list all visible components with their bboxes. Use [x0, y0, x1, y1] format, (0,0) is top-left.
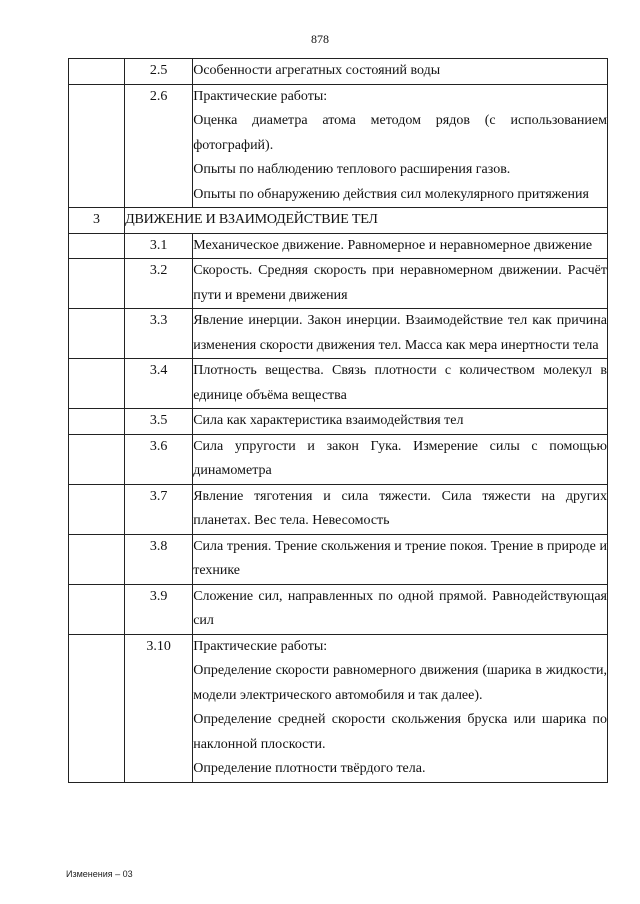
topic-text — [193, 584, 608, 634]
topic-text — [193, 233, 608, 259]
topic-text — [193, 84, 608, 208]
topic-text — [193, 409, 608, 435]
topic-paragraph: Практические работы: — [193, 88, 328, 104]
table-row — [69, 534, 608, 584]
topic-paragraph: Сила как характеристика взаимодействия тел — [193, 413, 464, 428]
topic-paragraph: Опыты по наблюдению теплового расширения газов. — [193, 162, 511, 177]
table-row — [69, 484, 608, 534]
table-row — [69, 409, 608, 435]
topic-number: 3.5 — [125, 409, 193, 435]
section-cell — [69, 484, 125, 534]
topic-paragraph: Сложение сил, направленных по одной прямой. Равнодействующая сил — [193, 588, 607, 628]
topic-paragraph: Явление тяготения и сила тяжести. Сила тяжести на других планетах. Вес тела. Невесомость — [193, 488, 607, 528]
topic-text — [193, 534, 608, 584]
table-row — [69, 84, 608, 208]
section-cell — [69, 584, 125, 634]
section-cell — [69, 534, 125, 584]
topic-number: 3.4 — [125, 359, 193, 409]
topic-number: 3.7 — [125, 484, 193, 534]
table-row — [69, 233, 608, 259]
topic-number: 3.6 — [125, 434, 193, 484]
topic-paragraph: Определение плотности твёрдого тела. — [193, 761, 426, 776]
table-row — [69, 259, 608, 309]
topic-paragraph: Определение средней скорости скольжения бруска или шарика по наклонной плоскости. — [193, 712, 607, 752]
topic-paragraph: Сила упругости и закон Гука. Измерение силы с помощью динамометра — [193, 438, 607, 478]
section-cell — [69, 233, 125, 259]
topic-paragraph: Определение скорости равномерного движения (шарика в жидкости, модели электрического автомобиля и так далее). — [193, 663, 607, 703]
table-row — [69, 59, 608, 85]
section-cell — [69, 259, 125, 309]
topic-text — [193, 259, 608, 309]
topic-paragraph: Механическое движение. Равномерное и неравномерное движение — [193, 237, 593, 253]
topic-paragraph: Явление инерции. Закон инерции. Взаимодействие тел как причина изменения скорости движения тел. Масса как мера инертности тела — [193, 313, 607, 353]
table-row — [69, 309, 608, 359]
topic-text — [193, 359, 608, 409]
topic-number: 3.2 — [125, 259, 193, 309]
topic-text — [193, 309, 608, 359]
section-cell — [69, 59, 125, 85]
topic-number: 3.3 — [125, 309, 193, 359]
topic-paragraph: Опыты по обнаружению действия сил молекулярного притяжения — [193, 186, 589, 202]
table-row — [69, 359, 608, 409]
topic-paragraph: Плотность вещества. Связь плотности с количеством молекул в единице объёма вещества — [193, 363, 607, 403]
topic-number: 3.8 — [125, 534, 193, 584]
topic-text — [193, 634, 608, 782]
section-cell — [69, 84, 125, 208]
topic-paragraph: Практические работы: — [193, 638, 328, 654]
section-cell — [69, 634, 125, 782]
curriculum-table — [68, 58, 608, 783]
topic-number: 2.5 — [125, 59, 193, 85]
topic-text — [193, 484, 608, 534]
topic-paragraph: Особенности агрегатных состояний воды — [193, 63, 441, 78]
page-number: 878 — [311, 32, 329, 46]
section-cell — [69, 409, 125, 435]
section-row — [69, 208, 608, 234]
topic-number: 3.9 — [125, 584, 193, 634]
section-title: ДВИЖЕНИЕ И ВЗАИМОДЕЙСТВИЕ ТЕЛ — [125, 208, 608, 234]
topic-paragraph: Скорость. Средняя скорость при неравномерном движении. Расчёт пути и времени движения — [193, 263, 607, 303]
topic-text — [193, 434, 608, 484]
topic-paragraph: Оценка диаметра атома методом рядов (с использованием фотографий). — [193, 113, 607, 153]
table-row — [69, 584, 608, 634]
topic-number: 3.1 — [125, 233, 193, 259]
topic-paragraph: Сила трения. Трение скольжения и трение покоя. Трение в природе и технике — [193, 538, 607, 578]
footer-revision: Изменения – 03 — [66, 869, 133, 879]
topic-number: 2.6 — [125, 84, 193, 208]
table-row — [69, 434, 608, 484]
section-cell — [69, 359, 125, 409]
topic-number: 3.10 — [125, 634, 193, 782]
section-number: 3 — [69, 208, 125, 234]
section-cell — [69, 309, 125, 359]
section-cell — [69, 434, 125, 484]
topic-text — [193, 59, 608, 85]
table-row — [69, 634, 608, 782]
